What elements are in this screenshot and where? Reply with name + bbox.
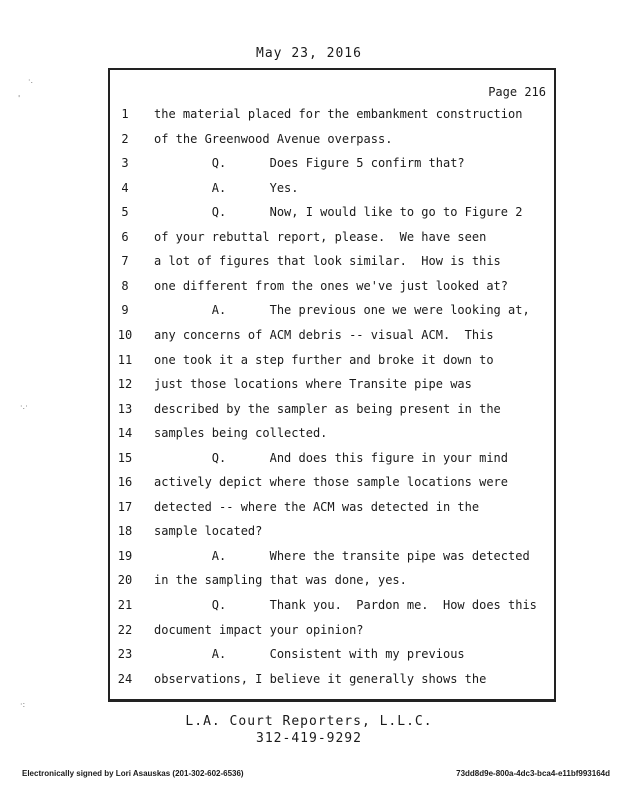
line-number: 10 bbox=[117, 327, 133, 342]
scan-speck: ·: bbox=[20, 700, 26, 709]
line-number: 9 bbox=[121, 303, 129, 318]
line-number: 6 bbox=[121, 229, 129, 244]
line-number: 17 bbox=[117, 499, 133, 514]
line-text: of the Greenwood Avenue overpass. bbox=[154, 131, 393, 146]
transcript-line bbox=[110, 549, 554, 569]
line-text: any concerns of ACM debris -- visual ACM. This bbox=[154, 327, 494, 342]
line-number: 15 bbox=[117, 450, 133, 465]
line-text: Q. Thank you. Pardon me. How does this bbox=[154, 598, 537, 612]
line-number: 13 bbox=[117, 401, 133, 416]
transcript-line bbox=[110, 672, 554, 692]
page-number-label: Page 216 bbox=[488, 85, 546, 99]
line-text: one took it a step further and broke it down to bbox=[154, 352, 494, 367]
line-number: 4 bbox=[121, 180, 129, 195]
scan-speck: ·.· bbox=[20, 402, 28, 411]
line-text: A. Consistent with my previous bbox=[154, 647, 465, 662]
transcript-line bbox=[110, 598, 554, 618]
line-text: document impact your opinion? bbox=[154, 622, 364, 637]
transcript-line bbox=[110, 451, 554, 471]
transcript-line bbox=[110, 500, 554, 520]
line-text: Q. And does this figure in your mind bbox=[154, 450, 509, 465]
electronic-signature-note: Electronically signed by Lori Asauskas (201-302-602-6536) bbox=[22, 769, 244, 778]
line-text: A. The previous one we were looking at, bbox=[154, 303, 530, 318]
line-text: described by the sampler as being present in the bbox=[154, 401, 501, 416]
line-number: 1 bbox=[121, 107, 129, 121]
line-number: 22 bbox=[117, 622, 133, 637]
transcript-line bbox=[110, 573, 554, 593]
line-text: the material placed for the embankment construction bbox=[154, 107, 523, 121]
line-number: 11 bbox=[117, 352, 133, 367]
reporter-company: L.A. Court Reporters, L.L.C. bbox=[185, 714, 433, 729]
transcript-line bbox=[110, 279, 554, 299]
line-text: observations, I believe it generally shows the bbox=[154, 671, 487, 686]
line-text: Q. Does Figure 5 confirm that? bbox=[154, 156, 465, 171]
scan-speck: ' bbox=[18, 94, 21, 103]
line-number: 20 bbox=[117, 573, 133, 588]
transcript-line bbox=[110, 230, 554, 250]
line-number: 19 bbox=[117, 548, 133, 563]
line-number: 16 bbox=[117, 475, 133, 490]
line-number: 24 bbox=[117, 671, 133, 686]
transcript-line bbox=[110, 647, 554, 667]
transcript-line bbox=[110, 303, 554, 323]
scan-speck: ·. bbox=[28, 76, 34, 85]
line-text: actively depict where those sample locations were bbox=[154, 475, 509, 490]
line-text: detected -- where the ACM was detected in the bbox=[154, 499, 480, 514]
transcript-line bbox=[110, 353, 554, 373]
transcript-page-frame bbox=[108, 68, 556, 702]
transcript-line bbox=[110, 205, 554, 225]
transcript-line bbox=[110, 475, 554, 495]
transcript-line bbox=[110, 132, 554, 152]
reporter-phone: 312-419-9292 bbox=[256, 731, 362, 746]
line-text: A. Yes. bbox=[154, 180, 299, 195]
line-number: 12 bbox=[117, 377, 133, 392]
line-text: sample located? bbox=[154, 524, 263, 539]
line-number: 2 bbox=[121, 131, 129, 146]
line-number: 5 bbox=[121, 205, 129, 220]
transcript-line bbox=[110, 623, 554, 643]
line-text: Q. Now, I would like to go to Figure 2 bbox=[154, 205, 523, 220]
document-hash-id: 73dd8d9e-800a-4dc3-bca4-e11bf993164d bbox=[456, 769, 610, 778]
line-number: 21 bbox=[117, 598, 133, 612]
line-number: 14 bbox=[117, 426, 133, 441]
line-text: just those locations where Transite pipe was bbox=[154, 377, 472, 392]
line-text: of your rebuttal report, please. We have seen bbox=[154, 229, 487, 244]
transcript-line bbox=[110, 156, 554, 176]
line-text: a lot of figures that look similar. How is this bbox=[154, 254, 501, 269]
line-text: A. Where the transite pipe was detected bbox=[154, 548, 530, 563]
line-text: one different from the ones we've just looked at? bbox=[154, 278, 509, 293]
transcript-line bbox=[110, 328, 554, 348]
transcript-line bbox=[110, 377, 554, 397]
line-number: 3 bbox=[121, 156, 129, 171]
transcript-line bbox=[110, 107, 554, 127]
line-number: 23 bbox=[117, 647, 133, 662]
line-text: samples being collected. bbox=[154, 426, 328, 441]
line-number: 18 bbox=[117, 524, 133, 539]
transcript-line bbox=[110, 181, 554, 201]
line-number: 7 bbox=[121, 254, 129, 269]
line-text: in the sampling that was done, yes. bbox=[154, 573, 407, 588]
transcript-line bbox=[110, 402, 554, 422]
line-number: 8 bbox=[121, 278, 129, 293]
transcript-date: May 23, 2016 bbox=[256, 46, 362, 61]
transcript-line bbox=[110, 254, 554, 274]
transcript-line bbox=[110, 426, 554, 446]
transcript-line bbox=[110, 524, 554, 544]
